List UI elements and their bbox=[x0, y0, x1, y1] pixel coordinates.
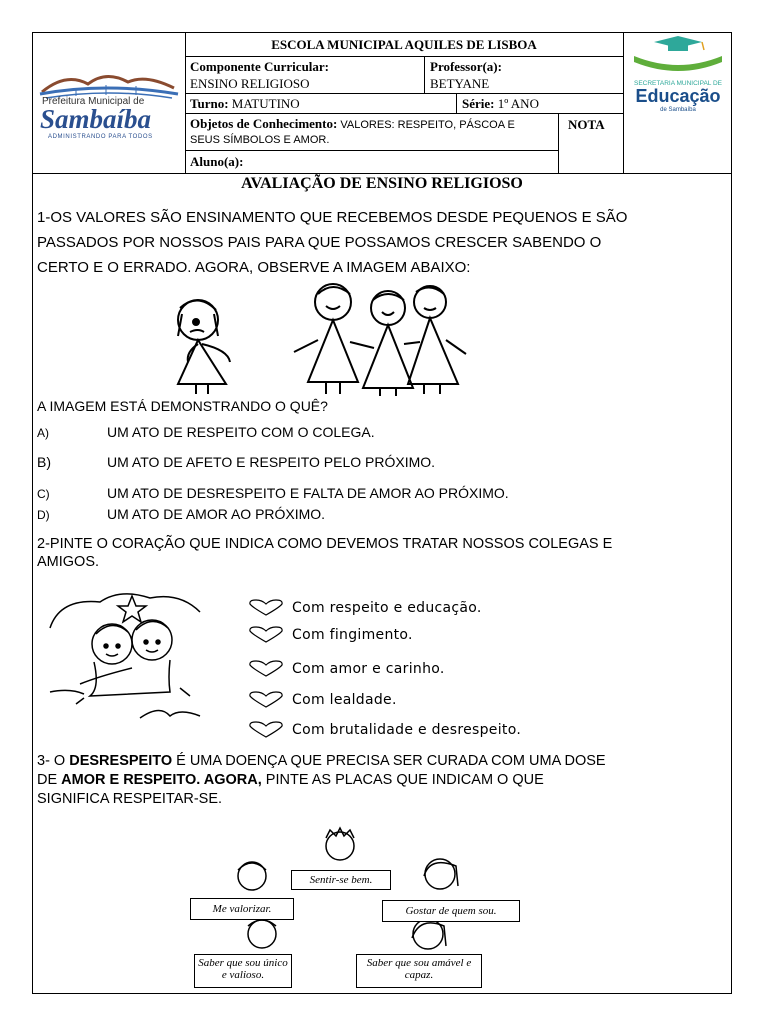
heart-option-label: Com lealdade. bbox=[292, 692, 397, 708]
secretaria-name: Educação bbox=[635, 86, 721, 106]
nota-label: NOTA bbox=[568, 117, 605, 132]
heart-option-label: Com fingimento. bbox=[292, 627, 413, 643]
secretaria-line3: de Sambaíba bbox=[660, 107, 696, 113]
student-label: Aluno(a): bbox=[190, 154, 244, 169]
heart-icon[interactable] bbox=[248, 660, 284, 678]
shift-value: MATUTINO bbox=[231, 96, 300, 111]
q3-text bbox=[37, 752, 606, 809]
q1-option-c[interactable] bbox=[37, 485, 509, 501]
option-text: UM ATO DE DESRESPEITO E FALTA DE AMOR AO PRÓXIMO. bbox=[107, 485, 509, 501]
secretaria-logo bbox=[624, 36, 732, 116]
q2-line1: 2-PINTE O CORAÇÃO QUE INDICA COMO DEVEMOS TRATAR NOSSOS COLEGAS E bbox=[37, 536, 613, 552]
teacher-value: BETYANE bbox=[430, 76, 490, 91]
shift-field bbox=[190, 96, 300, 111]
component-value: ENSINO RELIGIOSO bbox=[190, 76, 310, 91]
sign-sentir-se-bem[interactable]: Sentir-se bem. bbox=[291, 870, 391, 890]
heart-icon[interactable] bbox=[248, 691, 284, 709]
q1-option-b[interactable] bbox=[37, 454, 436, 470]
option-text: UM ATO DE AMOR AO PRÓXIMO. bbox=[107, 506, 326, 522]
q3-line3: SIGNIFICA RESPEITAR-SE. bbox=[37, 791, 223, 807]
heart-option-label: Com respeito e educação. bbox=[292, 600, 482, 616]
objects-field bbox=[190, 116, 556, 148]
objects-label: Objetos de Conhecimento: bbox=[190, 116, 338, 131]
grade-value: 1º ANO bbox=[497, 96, 539, 111]
secretaria-line1: SECRETARIA MUNICIPAL DE bbox=[633, 80, 722, 87]
friends-hugging-illustration bbox=[40, 588, 230, 728]
grade-field bbox=[462, 96, 539, 111]
q3-bold-amor: AMOR E RESPEITO. AGORA, bbox=[61, 772, 262, 788]
option-text: UM ATO DE RESPEITO COM O COLEGA. bbox=[107, 424, 375, 440]
graduation-cap-icon bbox=[624, 36, 732, 80]
option-letter: C) bbox=[37, 487, 50, 501]
heart-icon[interactable] bbox=[248, 626, 284, 644]
objects-value-1: VALORES: RESPEITO, PÁSCOA E bbox=[340, 119, 515, 131]
component-label: Componente Curricular: bbox=[190, 59, 330, 74]
q1-text bbox=[37, 205, 627, 280]
q2-line2: AMIGOS. bbox=[37, 554, 100, 570]
shift-label: Turno: bbox=[190, 96, 229, 111]
heart-option-label: Com amor e carinho. bbox=[292, 661, 445, 677]
sign-unico-e-valioso[interactable]: Saber que sou único e valioso. bbox=[194, 954, 292, 988]
municipality-name: Sambaíba bbox=[40, 104, 152, 134]
option-letter: B) bbox=[37, 454, 51, 470]
q1-illustration bbox=[168, 280, 478, 398]
school-name: ESCOLA MUNICIPAL AQUILES DE LISBOA bbox=[271, 37, 537, 52]
sign-gostar-de-quem-sou[interactable]: Gostar de quem sou. bbox=[382, 900, 520, 922]
q1-option-a[interactable] bbox=[37, 424, 375, 440]
q1-option-d[interactable] bbox=[37, 506, 326, 522]
option-letter: A) bbox=[37, 426, 49, 440]
q1-line2: PASSADOS POR NOSSOS PAIS PARA QUE POSSAMOS CRESCER SABENDO O bbox=[37, 234, 602, 251]
heart-option-label: Com brutalidade e desrespeito. bbox=[292, 722, 522, 738]
sign-amavel-e-capaz[interactable]: Saber que sou amável e capaz. bbox=[356, 954, 482, 988]
municipality-slogan: ADMINISTRANDO PARA TODOS bbox=[48, 134, 153, 140]
teacher-label: Professor(a): bbox=[430, 59, 502, 74]
page-title: AVALIAÇÃO DE ENSINO RELIGIOSO bbox=[241, 175, 523, 192]
heart-icon[interactable] bbox=[248, 599, 284, 617]
grade-label: Série: bbox=[462, 96, 495, 111]
q1-line1: 1-OS VALORES SÃO ENSINAMENTO QUE RECEBEMOS DESDE PEQUENOS E SÃO bbox=[37, 209, 628, 226]
option-text: UM ATO DE AFETO E RESPEITO PELO PRÓXIMO. bbox=[107, 454, 436, 470]
q3-line2: DE AMOR E RESPEITO. AGORA, PINTE AS PLACAS QUE INDICAM O QUE bbox=[37, 772, 544, 788]
q3-line1: 3- O DESRESPEITO É UMA DOENÇA QUE PRECISA SER CURADA COM UMA DOSE bbox=[37, 753, 606, 769]
q2-text bbox=[37, 535, 612, 571]
q1-prompt: A IMAGEM ESTÁ DEMONSTRANDO O QUÊ? bbox=[37, 398, 328, 414]
objects-value-2: SEUS SÍMBOLOS E AMOR. bbox=[190, 134, 330, 146]
sambaiba-logo bbox=[36, 64, 182, 144]
q3-bold-desrespeito: DESRESPEITO bbox=[69, 753, 173, 769]
header-box bbox=[32, 32, 732, 174]
student-name-input[interactable] bbox=[254, 151, 554, 173]
q1-line3: CERTO E O ERRADO. AGORA, OBSERVE A IMAGEM ABAIXO: bbox=[37, 259, 471, 276]
sign-me-valorizar[interactable]: Me valorizar. bbox=[190, 898, 294, 920]
option-letter: D) bbox=[37, 508, 50, 522]
municipality-line1: Prefeitura Municipal de bbox=[42, 96, 145, 107]
heart-icon[interactable] bbox=[248, 721, 284, 739]
